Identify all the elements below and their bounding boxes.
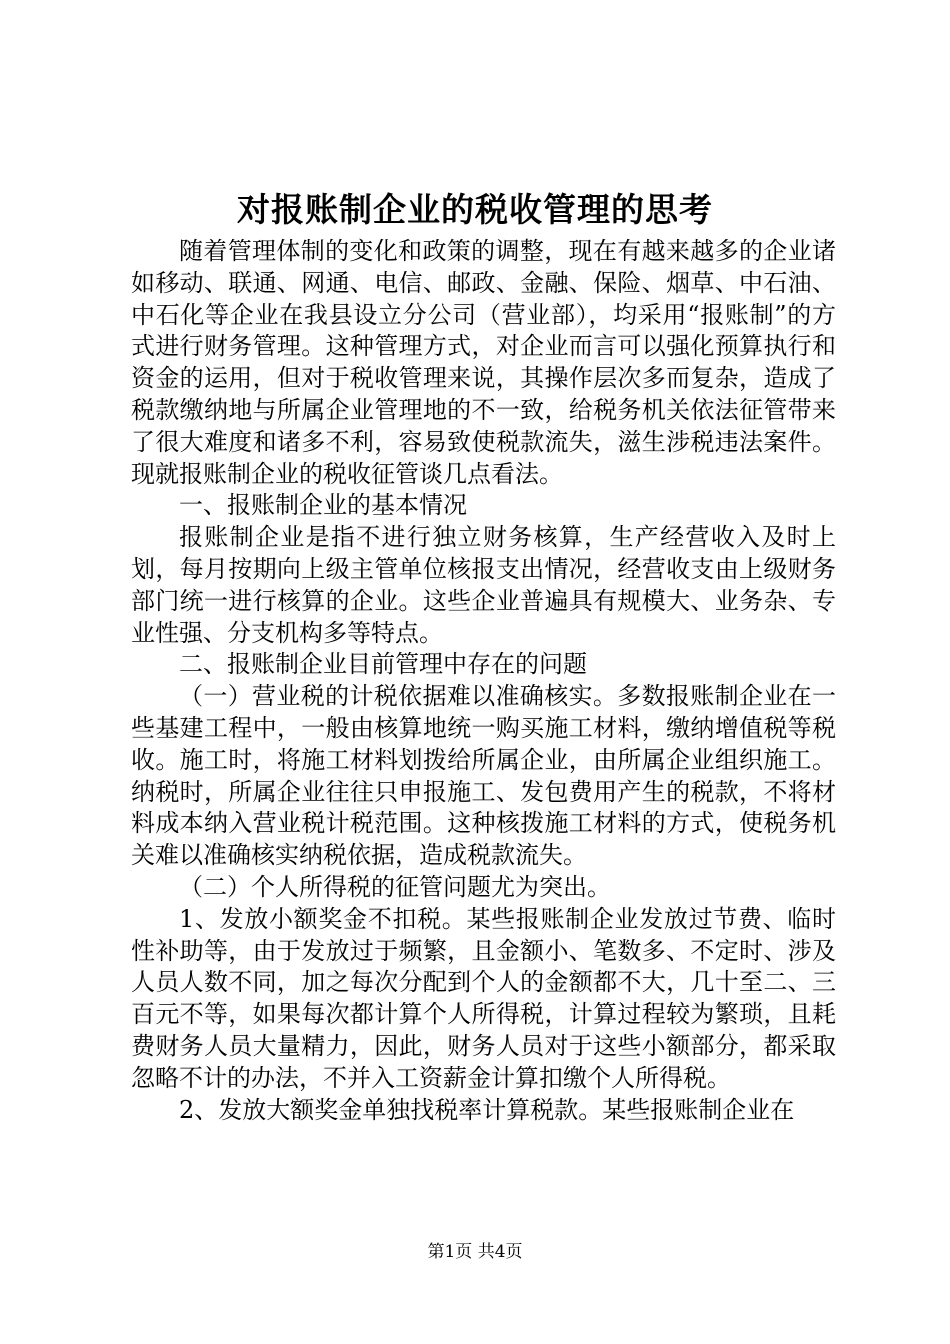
document-body bbox=[131, 236, 836, 1126]
section-heading-1: 一、报账制企业的基本情况 bbox=[179, 491, 467, 520]
paragraph-business-tax: （一）营业税的计税依据难以准确核实。多数报账制企业在一些基建工程中，一般由核算地统一购买施工材料，缴纳增值税等税收。施工时，将施工材料划拨给所属企业，由所属企业组织施工。纳税时，所属企业往往只申报施工、发包费用产生的税款，不将材料成本纳入营业税计税范围。这种核拨施工材料的方式，使税务机关难以准确核实纳税依据，造成税款流失。 bbox=[131, 682, 836, 870]
paragraph-intro: 随着管理体制的变化和政策的调整，现在有越来越多的企业诸如移动、联通、网通、电信、邮政、金融、保险、烟草、中石油、中石化等企业在我县设立分公司（营业部），均采用“报账制”的方式进行财务管理。这种管理方式，对企业而言可以强化预算执行和资金的运用，但对于税收管理来说，其操作层次多而复杂，造成了税款缴纳地与所属企业管理地的不一致，给税务机关依法征管带来了很大难度和诸多不利，容易致使税款流失，滋生涉税违法案件。现就报账制企业的税收征管谈几点看法。 bbox=[131, 237, 836, 488]
paragraph-small-bonus: 1、发放小额奖金不扣税。某些报账制企业发放过节费、临时性补助等，由于发放过于频繁，且金额小、笔数多、不定时、涉及人员人数不同，加之每次分配到个人的金额都不大，几十至二、三百元不等，如果每次都计算个人所得税，计算过程较为繁琐，且耗费财务人员大量精力，因此，财务人员对于这些小额部分，都采取忽略不计的办法，不并入工资薪金计算扣缴个人所得税。 bbox=[131, 904, 836, 1092]
page-footer: 第1页 共4页 bbox=[427, 1242, 523, 1262]
paragraph-large-bonus: 2、发放大额奖金单独找税率计算税款。某些报账制企业在 bbox=[179, 1095, 795, 1124]
document-title: 对报账制企业的税收管理的思考 bbox=[237, 190, 713, 229]
subsection-heading-income-tax: （二）个人所得税的征管问题尤为突出。 bbox=[179, 872, 611, 901]
section-heading-2: 二、报账制企业目前管理中存在的问题 bbox=[179, 650, 587, 679]
paragraph-basic-situation: 报账制企业是指不进行独立财务核算，生产经营收入及时上划，每月按期向上级主管单位核报支出情况，经营收支由上级财务部门统一进行核算的企业。这些企业普遍具有规模大、业务杂、专业性强、分支机构多等特点。 bbox=[131, 523, 836, 647]
